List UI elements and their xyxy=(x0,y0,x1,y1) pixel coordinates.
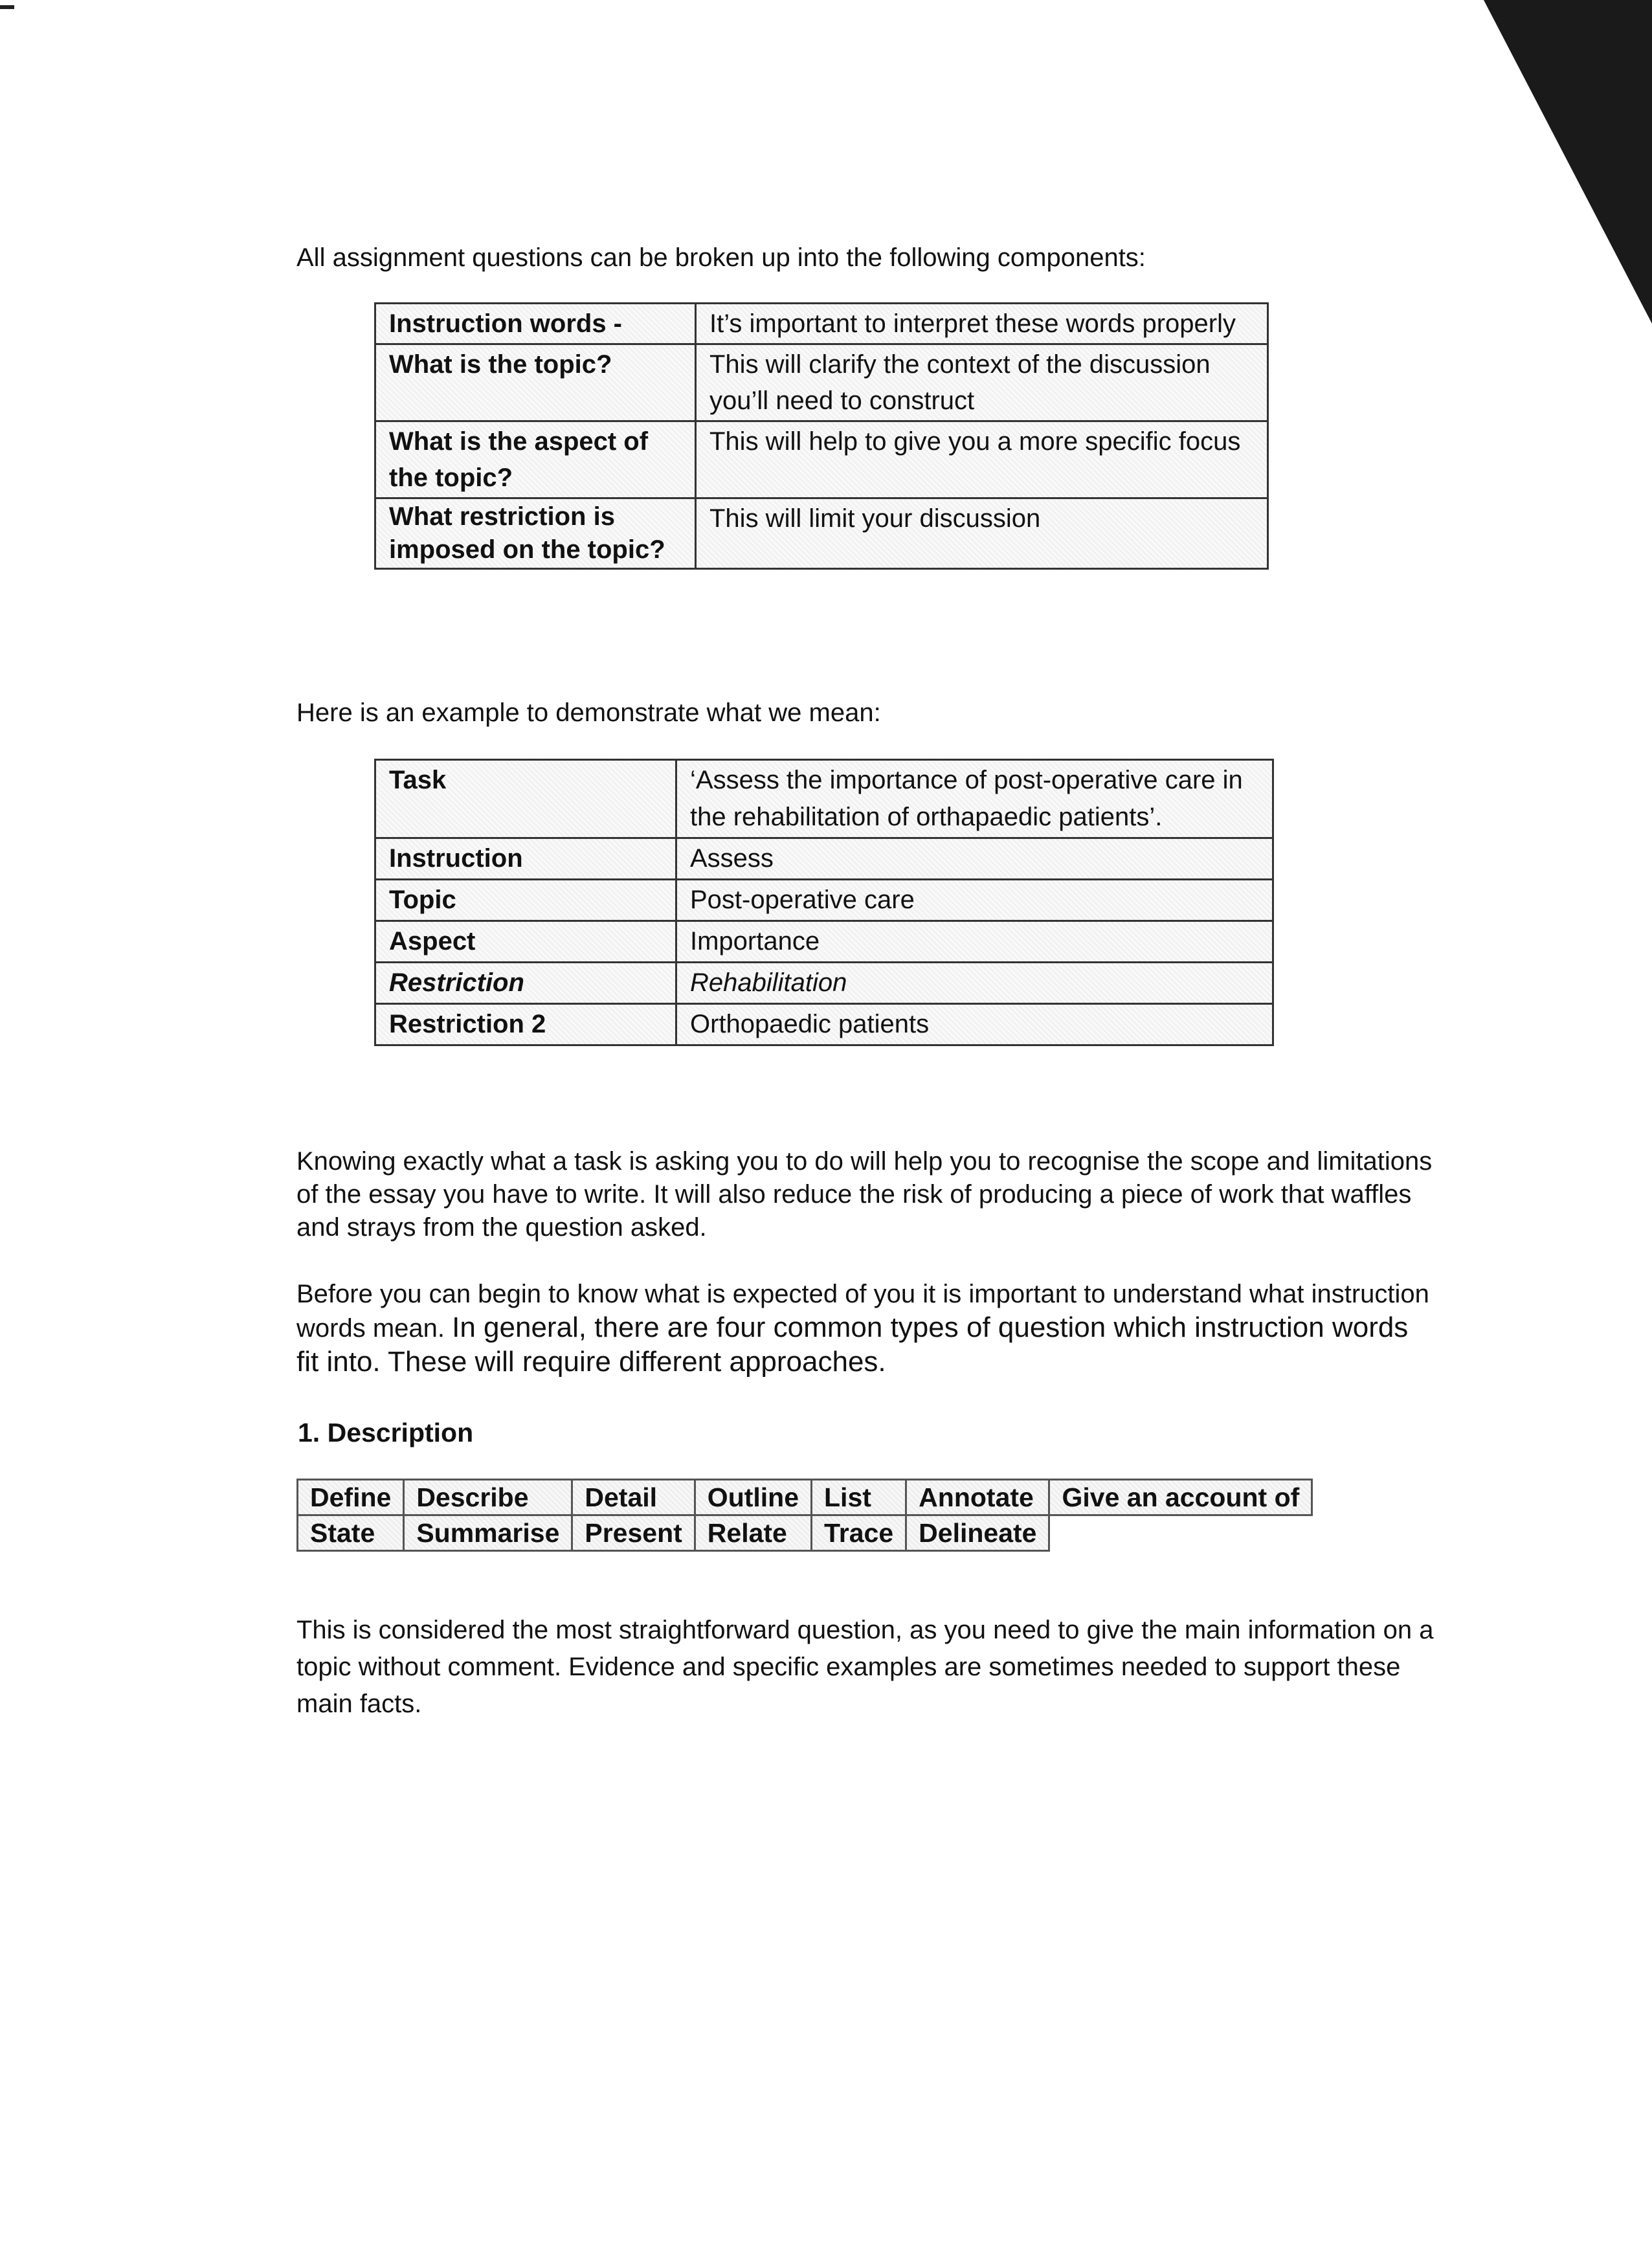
example-value: Orthopaedic patients xyxy=(676,1004,1273,1045)
section-heading: 1. Description xyxy=(298,1418,474,1447)
table-row xyxy=(375,1004,1273,1045)
example-label: Aspect xyxy=(375,921,676,963)
example-label: Restriction 2 xyxy=(375,1004,676,1045)
description-words-table xyxy=(296,1479,1313,1552)
table-row xyxy=(375,880,1273,921)
example-label: Topic xyxy=(375,880,676,921)
example-value: ‘Assess the importance of post-operative care in the rehabilitation of orthapaedic patients’. xyxy=(676,760,1273,838)
example-label: Restriction xyxy=(375,963,676,1004)
word-cell: Present xyxy=(572,1515,695,1551)
question-types-sentence: In general, there are four common types of question which instruction words fit into. These will require different approaches. xyxy=(296,1312,1409,1378)
table-row xyxy=(375,304,1268,344)
example-value: Post-operative care xyxy=(676,880,1273,921)
table-row xyxy=(375,921,1273,963)
empty-cell xyxy=(1049,1515,1312,1551)
table-row xyxy=(298,1515,1312,1551)
word-cell: Give an account of xyxy=(1049,1480,1312,1515)
example-value: Assess xyxy=(676,838,1273,880)
table-row xyxy=(375,421,1268,498)
word-cell: Annotate xyxy=(906,1480,1049,1515)
word-cell: Describe xyxy=(404,1480,572,1515)
component-label: What is the topic? xyxy=(375,344,696,421)
component-label: What is the aspect of the topic? xyxy=(375,421,696,498)
example-label: Task xyxy=(375,760,676,838)
table-row xyxy=(375,344,1268,421)
description-paragraph: This is considered the most straightforward question, as you need to give the main information on a topic without comment. Evidence and specific examples are sometimes needed to support these main facts. xyxy=(296,1616,1434,1718)
example-value: Importance xyxy=(676,921,1273,963)
component-description: It’s important to interpret these words properly xyxy=(696,304,1268,344)
component-description: This will help to give you a more specific focus xyxy=(696,421,1268,498)
word-cell: Summarise xyxy=(404,1515,572,1551)
scan-edge-mark xyxy=(0,5,14,9)
component-description: This will limit your discussion xyxy=(696,498,1268,569)
intro-text: All assignment questions can be broken up into the following components: xyxy=(296,243,1146,272)
table-row xyxy=(375,498,1268,569)
word-cell: Delineate xyxy=(906,1515,1049,1551)
instruction-words-sentence: Before you can begin to know what is expected of you it is important to understand what instruction words mean. xyxy=(296,1280,1429,1343)
word-cell: Define xyxy=(298,1480,404,1515)
instruction-words-paragraph xyxy=(296,1278,1436,1379)
scan-corner-shadow xyxy=(1484,0,1652,324)
word-cell: Trace xyxy=(812,1515,906,1551)
word-cell: List xyxy=(812,1480,906,1515)
example-label: Instruction xyxy=(375,838,676,880)
word-cell: Outline xyxy=(695,1480,811,1515)
word-cell: Detail xyxy=(572,1480,695,1515)
example-value: Rehabilitation xyxy=(676,963,1273,1004)
example-intro-text: Here is an example to demonstrate what we mean: xyxy=(296,698,881,727)
scope-paragraph: Knowing exactly what a task is asking you to do will help you to recognise the scope and limitations of the essay you have to write. It will also reduce the risk of producing a piece of work that waffles and strays from the question asked. xyxy=(296,1147,1433,1242)
table-row xyxy=(375,963,1273,1004)
table-row xyxy=(375,760,1273,838)
word-cell: Relate xyxy=(695,1515,811,1551)
components-table xyxy=(374,302,1269,570)
component-label: Instruction words - xyxy=(375,304,696,344)
word-cell: State xyxy=(298,1515,404,1551)
table-row xyxy=(375,838,1273,880)
component-description: This will clarify the context of the discussion you’ll need to construct xyxy=(696,344,1268,421)
component-label: What restriction is imposed on the topic? xyxy=(375,498,696,569)
table-row xyxy=(298,1480,1312,1515)
example-table xyxy=(374,759,1274,1046)
